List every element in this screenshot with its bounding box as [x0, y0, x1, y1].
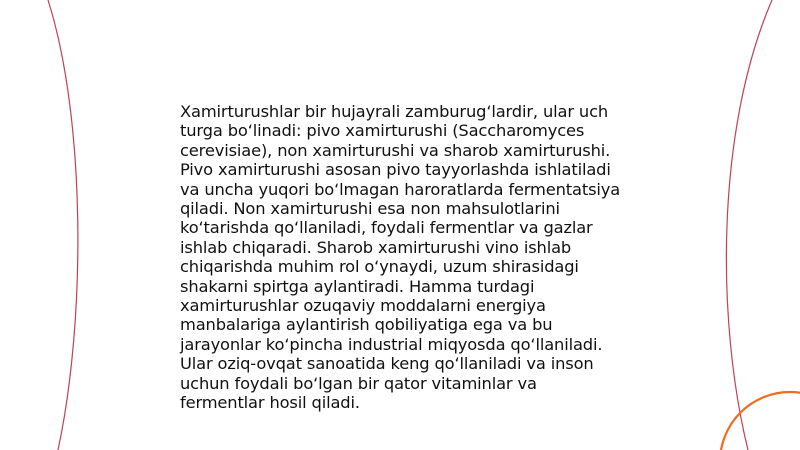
right-arc — [726, 0, 772, 450]
body-paragraph: Xamirturushlar bir hujayrali zamburug‘lardir, ular uch turga bo‘linadi: pivo xamirturushi (Saccharomyces cerevisiae), non xamirturushi va sharob xamirturushi. Pivo xamirturushi asosan pivo tayyorlashda ishlatiladi va uncha yuqori bo‘lmagan haroratlarda fermentatsiya qiladi. Non xamirturushi esa non mahsulotlarini ko‘tarishda qo‘llaniladi, foydali fermentlar va gazlar ishlab chiqaradi. Sharob xamirturushi vino ishlab chiqarishda muhim rol o‘ynaydi, uzum shirasidagi shakarni spirtga aylantiradi. Hamma turdagi xamirturushlar ozuqaviy moddalarni energiya manbalariga aylantirish qobiliyatiga ega va bu jarayonlar ko‘pincha industrial miqyosda qo‘llaniladi. Ular oziq-ovqat sanoatida keng qo‘llaniladi va inson uchun foydali bo‘lgan bir qator vitaminlar va fermentlar hosil qiladi. — [180, 102, 621, 413]
accent-circle — [720, 392, 800, 450]
left-arc — [48, 0, 78, 450]
